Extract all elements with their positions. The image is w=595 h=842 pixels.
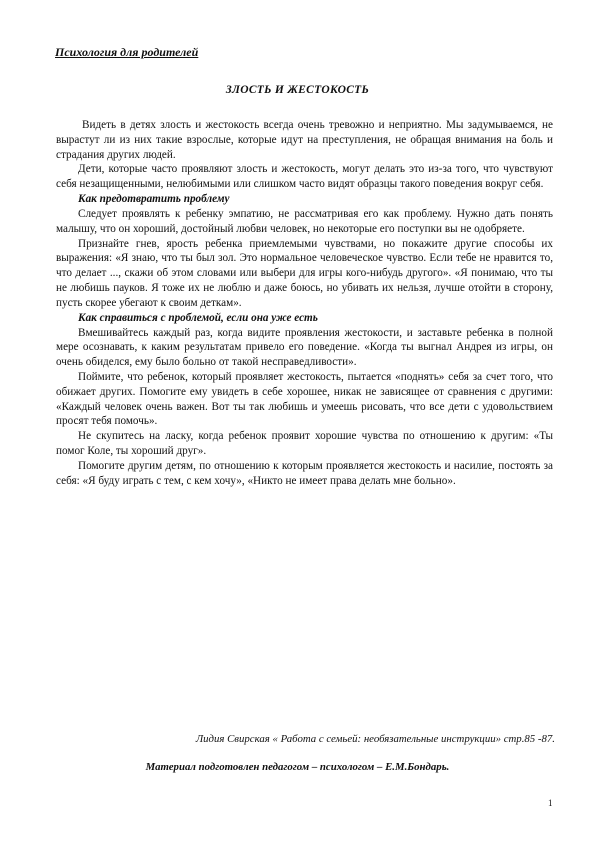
page-number: 1 [548,798,553,808]
subheading-cope: Как справиться с проблемой, если она уже есть [78,311,318,324]
article-title: ЗЛОСТЬ И ЖЕСТОКОСТЬ [225,84,370,96]
paragraph: Следует проявлять к ребенку эмпатию, не рассматривая его как проблему. Нужно дать понять малышу, что он хороший, достойный любви человек, но некоторые его поступки вы не одобряете. [56,207,553,235]
subheading-prevent: Как предотвратить проблему [78,192,230,205]
paragraph: Помогите другим детям, по отношению к которым проявляется жестокость и насилие, постоять за себя: «Я буду играть с тем, с кем хочу», «Никто не имеет права делать мне больно». [56,459,553,487]
paragraph: Вмешивайтесь каждый раз, когда видите проявления жестокости, и заставьте ребенка в полной мере осознавать, к каким результатам привело его поведение. «Когда ты выгнал Андрея из игры, он очень обиделся, ему было больно от такой несправедливости». [56,326,553,369]
source-citation: Лидия Свирская « Работа с семьей: необязательные инструкции» стр.85 -87. [195,733,555,745]
paragraph: Признайте гнев, ярость ребенка приемлемыми чувствами, но покажите другие способы их выражения: «Я знаю, что ты был зол. Это нормальное человеческое чувство. Если тебе не нравится то, что делает ..., скажи об этом словами или выбери для игры кого-нибудь другого». «Я понимаю, что ты не любишь пауков. Я тоже их не люблю и даже боюсь, но убивать их нельзя, лучше отойти в сторону, пусть скорее убегают к своим деткам». [56,237,553,309]
article-body [56,118,553,488]
paragraph: Не скупитесь на ласку, когда ребенок проявит хорошие чувства по отношению к другим: «Ты помог Коле, ты хороший друг». [56,430,553,457]
paragraph: Дети, которые часто проявляют злость и жестокость, могут делать это из-за того, что чувствуют себя незащищенными, нелюбимыми или слишком часто видят образцы такого поведения вокруг себя. [56,163,553,191]
paragraph: Поймите, что ребенок, который проявляет жестокость, пытается «поднять» себя за счет того, что обижает других. Помогите ему увидеть в себе хорошее, никак не зависящее от сравнения с другими: «Каждый человек очень важен. Вот ты так любишь и умеешь рисовать, что все дети с удовольствием просят тебя помочь». [56,370,553,428]
paragraph: Видеть в детях злость и жестокость всегда очень тревожно и неприятно. Мы задумываемся, не вырастут ли из них такие взрослые, которые идут на преступления, не обращая внимания на боль и страдания других людей. [56,119,553,161]
prepared-by-note: Материал подготовлен педагогом – психологом – Е.М.Бондарь. [145,761,450,773]
section-label: Психология для родителей [55,45,199,59]
